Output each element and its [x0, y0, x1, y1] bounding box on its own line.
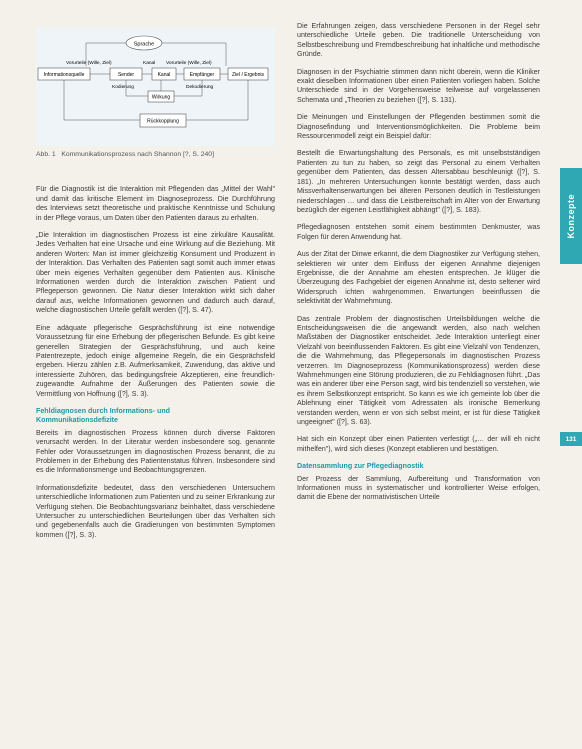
left-column	[36, 28, 275, 548]
label-mid-left: Kodierung	[112, 85, 134, 90]
left-paragraph-5: Informationsdefizite bedeutet, dass den verschiedenen Untersuchern unterschiedliche Informationen zum Patienten und zu seiner Erkrankung zur Verfügung stehen. Die Beobachtungsvarianz beinhaltet, dass verschiedene Untersucher zu unterschiedlichen Beurteilungen über das Verhalten sich und gegebenenfalls auch die Gradierungen von bestimmten Symptomen kommen ([?], S. 3).	[36, 483, 275, 539]
left-paragraph-2: „Die Interaktion im diagnostischen Prozess ist eine zirkuläre Kausalität. Jedes Verhalten hat eine Ursache und eine Wirkung auf die Beziehung. Mit anderen Worten: Man ist immer gleichzeitig Konsument und Produzent in der Interaktion. Das Verhalten des Patienten sagt somit auch immer etwas über mein eigenes Verhalten gegenüber dem Patienten aus. Klinische Informationen werden durch die Interaktion zwischen Patient und Pflegeperson gewonnen. Die Natur dieser Interaktion wirkt sich daher darauf aus, welche Informationen gewonnen und dadurch auch darauf, welche diagnostischen Urteile gefällt werden ([?], S. 47).	[36, 231, 275, 315]
right-paragraph-4: Bestellt die Erwartungshaltung des Personals, es mit unselbstständigen Patienten zu tun zu haben, so zeigt das Personal zu einem Verhalten gegenüber dem Patienten, das dessen Altersabbau beschleunigt ([?], S. 181). „In mehreren Untersuchungen konnte bestätigt werden, dass auch Missverhaltenserwartungen bei älteren Personen deutlich in Testleistungen niederschlagen … und dass die Leistbereitschaft im Alter von der Erwartung bezüglich der eigenen Leistfähigkeit abhängt" ([?], S. 183).	[297, 149, 540, 214]
right-paragraph-9: Der Prozess der Sammlung, Aufbereitung und Transformation von Informationen muss in systematischer und kontrollierter Weise erfolgen, damit die Ebene der normativistischen Urteile	[297, 474, 540, 502]
chapter-tab-label: Konzepte	[566, 193, 576, 239]
node-sender-label: Sender	[117, 72, 135, 78]
figure-caption	[36, 150, 275, 159]
caption-label: Abb. 1	[36, 151, 56, 158]
left-paragraph-4: Bereits im diagnostischen Prozess können durch diverse Faktoren verursacht werden. In der Literatur werden insbesondere sog. genannte Fehler oder Voraussetzungen im diagnostischen Prozess benannt, die zu Problemen in der Erhebung des Patientenstatus führen. Insbesondere sind es die Informationsmenge und Beobachtungsgrenzen.	[36, 428, 275, 475]
section-heading-misdiagnoses	[36, 407, 275, 426]
node-language-label: Sprache	[133, 41, 155, 48]
heading-line-2: Kommunikationsdefizite	[36, 416, 118, 425]
label-mid-right: Dekodierung	[186, 85, 214, 90]
caption-text: Kommunikationsprozess nach Shannon [?, S. 240]	[61, 151, 214, 158]
chapter-tab	[560, 168, 582, 264]
right-column	[297, 22, 540, 511]
communication-diagram	[36, 28, 275, 146]
section-heading-data-collection: Datensammlung zur Pflegediagnostik	[297, 462, 424, 471]
heading-line-1: Fehldiagnosen durch Informations- und	[36, 406, 170, 415]
node-effect-label: Wirkung	[151, 94, 171, 101]
label-top-mid: Kanal	[143, 61, 156, 66]
right-paragraph-2: Diagnosen in der Psychiatrie stimmen dann nicht überein, wenn die Kliniker exakt dieselben Informationen über einen Patienten vorliegen haben. Solche Unterschiede sind in der Vorgehensweise teilweise auf vorgelassenen Schemata und „Theorien zu beziehen ([?], S. 131).	[297, 67, 540, 104]
diagram-svg	[36, 28, 275, 146]
node-feedback-label: Rückkopplung	[147, 118, 179, 125]
right-paragraph-7: Das zentrale Problem der diagnostischen Urteilsbildungen welche die Entscheidungsweisen die die angewandt werden, also nach welchen Maßstäben der Diagnostiker entscheidet. Jede Interaktion unterliegt einer Vielzahl von beeinflussenden Faktoren. Es gibt eine Vielzahl von Tendenzen, die die Wahrnehmung, das Pflegepersonals im diagnostischen Prozess verzerren. Im Diagnoseprozess (Kommunikationsprozess) werden diese Wahrnehmungen eine Störung produzieren, die zu Fehldiagnosen führt. „Das was ein anderer über eine Person sagt, wird bis tendenziell so verstehen, wie es ihrem Selbstkonzept entspricht. So kann es wie ich gemeinte lob über die Ablehnung einer Tätigkeit vom Adressaten als ironische Bemerkung verstanden werden, wenn er von sich selbst meint, er ist für diese Tätigkeit ungeeignet" ([?], S. 63).	[297, 314, 540, 427]
label-top-right: Vorurteile (Wille, Ziel)	[166, 61, 212, 66]
page-number: 131	[560, 432, 582, 446]
label-top-left: Vorurteile (Wille, Ziel)	[66, 61, 112, 66]
right-paragraph-5: Pflegediagnosen entstehen somit einem bestimmten Denkmuster, was Folgen für deren Anwendung hat.	[297, 223, 540, 241]
node-channel-label: Kanal	[157, 72, 171, 78]
right-paragraph-1: Die Erfahrungen zeigen, dass verschiedene Personen in der Regel sehr unterschiedliche Urteile geben. Die traditionelle Unterscheidung von Selbstbeschreibung und Fremdbeschreibung hat inhaltliche und methodische Gründe.	[297, 22, 540, 59]
left-paragraph-3: Eine adäquate pflegerische Gesprächsführung ist eine notwendige Voraussetzung für eine Erhebung der pflegerischen Befunde. Es gibt keine generellen Strategien der Gesprächsführung, und auch keine Patentrezepte, jedoch einige allgemeine Regeln, die ein Gesprächsfeld ergeben. Hierzu zählen z.B. Aufmerksamkeit, Zuwendung, das aktive und interessierte Zuhören, das bedingungsfreie Akzeptieren, eine freundlich-zugewandte Aufnahme der Äußerungen des Patienten sowie die Vermittlung von Hoffnung ([?], S. 3).	[36, 323, 275, 398]
right-paragraph-6: Aus der Zitat der Dinwe erkannt, die dem Diagnostiker zur Verfügung stehen, selektieren wir unter dem Einfluss der eigenen Annahme diejenigen Ergebnisse, die der Annahme am ehesten entsprechen. Je klüger die Überzeugung des Fachgebiet der eigenen Annahme ist, desto seltener wird Widerspruch ichten wahrgenommen. Erwartungen beeinflussen die selektivität der Wahrnehmung.	[297, 250, 540, 306]
node-source-label: Informationsquelle	[43, 72, 85, 78]
right-paragraph-3: Die Meinungen und Einstellungen der Pflegenden bestimmen somit die Diagnosefindung und Interventionsmöglichkeiten. Die Probleme beim Ressourcenmodell zeigt ein Beispiel dafür:	[297, 113, 540, 141]
node-receiver-label: Empfänger	[189, 72, 215, 78]
left-paragraph-1: Für die Diagnostik ist die Interaktion mit Pflegenden das „Mittel der Wahl" und damit das kritische Element im Diagnoseprozess. Die Durchführung des Interviews setzt theoretische und praktische Kenntnisse und Schulung in der Pflege voraus, um Daten über den Patienten daraus zu erhalten.	[36, 185, 275, 222]
right-paragraph-8: Hat sich ein Konzept über einen Patienten verfestigt („… der will eh nicht mithelfen"), wird sich dieses (Konzept etablieren und bestätigen.	[297, 435, 540, 453]
node-target-label: Ziel / Ergebnis	[232, 72, 264, 78]
